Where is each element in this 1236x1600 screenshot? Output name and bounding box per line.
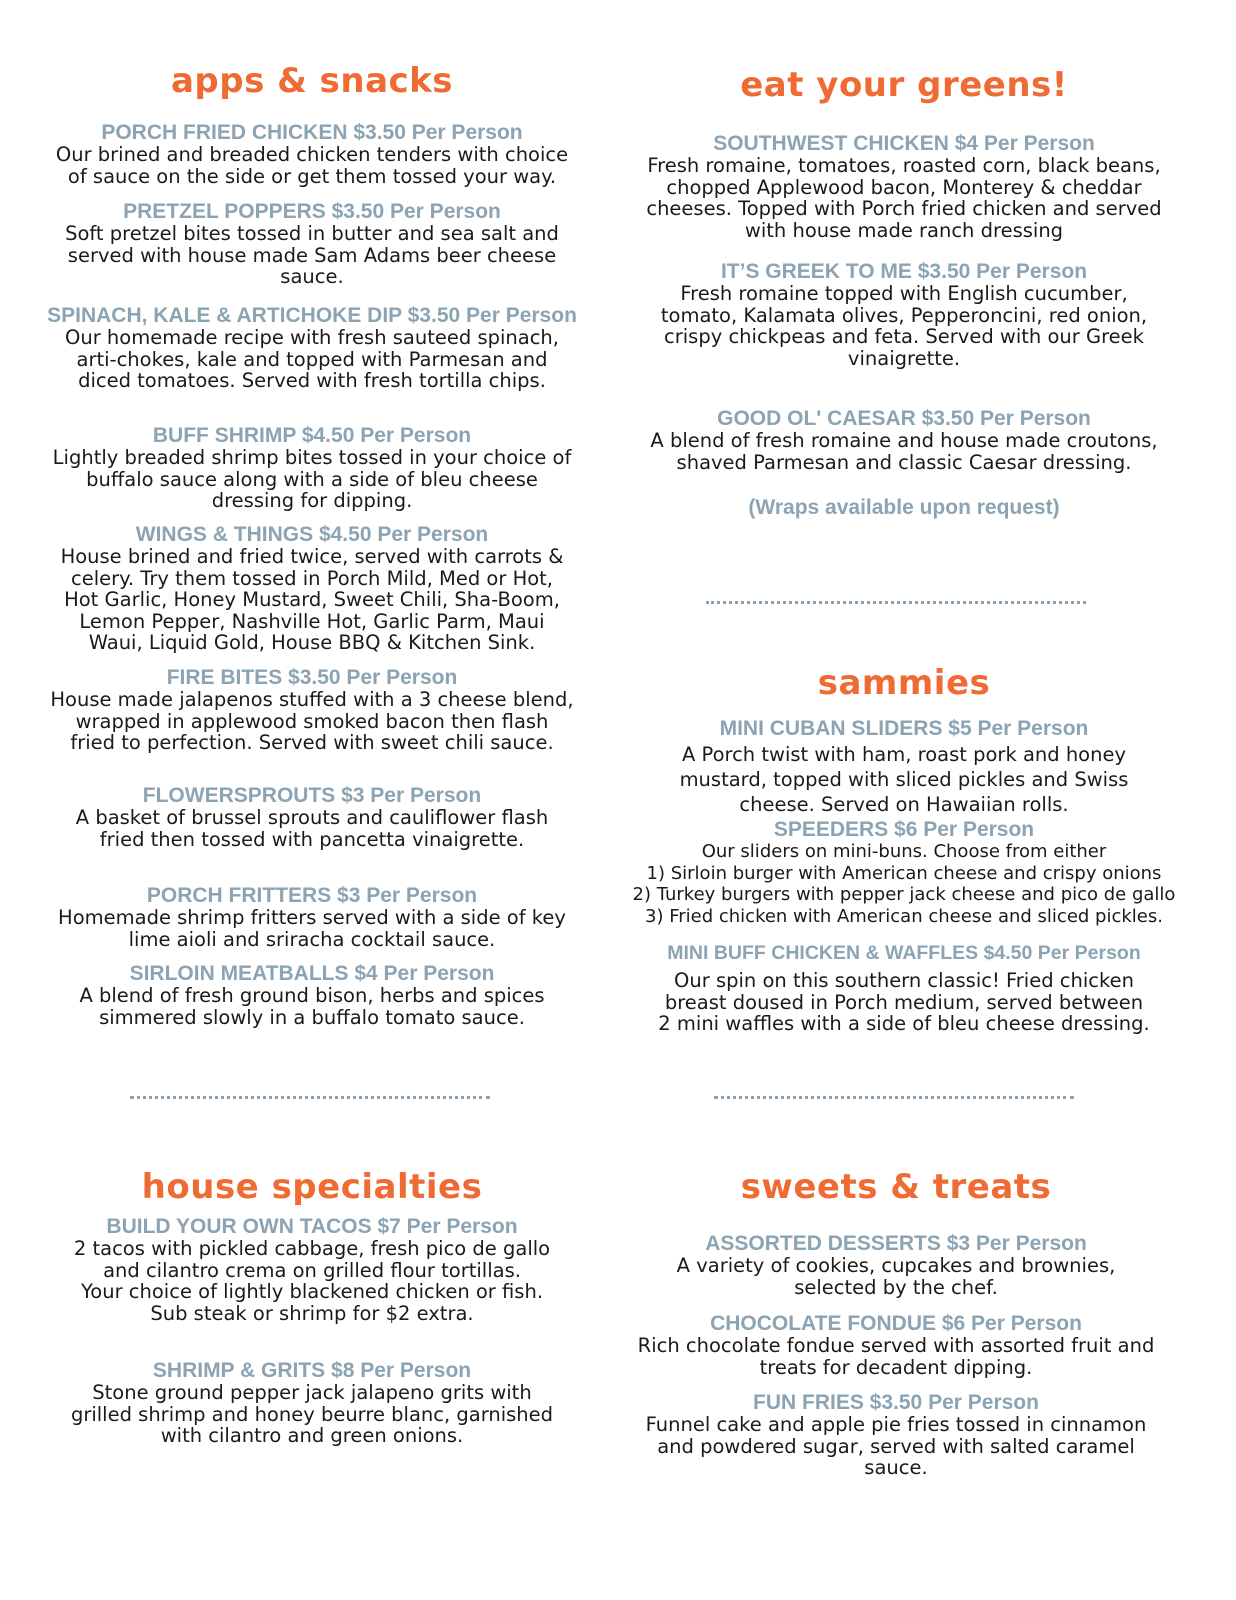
item-title: SHRIMP & GRITS $8 Per Person	[152, 1359, 472, 1382]
section-title-sweets: sweets & treats	[740, 1167, 1052, 1207]
item-title: MINI CUBAN SLIDERS $5 Per Person	[719, 717, 1089, 740]
item-description: A blend of fresh ground bison, herbs and spices simmered slowly in a buffalo tomato sauce.	[79, 984, 545, 1029]
item-description: Our sliders on mini-buns. Choose from either 1) Sirloin burger with American cheese and crispy onions 2) Turkey burgers with pepper jack cheese and pico de gallo 3) Fried chicken with American cheese and sliced pickles.	[632, 841, 1176, 927]
item-description: Our spin on this southern classic! Fried chicken breast doused in Porch medium, served between 2 mini waffles with a side of bleu cheese dressing.	[658, 969, 1150, 1035]
item-title: BUILD YOUR OWN TACOS $7 Per Person	[106, 1215, 518, 1238]
item-description: Lightly breaded shrimp bites tossed in your choice of buffalo sauce along with a side of bleu cheese dressing for dipping.	[52, 446, 572, 512]
menu-item	[606, 1233, 1186, 1298]
item-description: Fresh romaine topped with English cucumber, tomato, Kalamata olives, Pepperoncini, red onion, crispy chickpeas and feta. Served with our Greek vinaigrette.	[660, 282, 1148, 370]
item-title: SOUTHWEST CHICKEN $4 Per Person	[713, 132, 1095, 155]
item-description: Our brined and breaded chicken tenders with choice of sauce on the side or get them tossed your way.	[55, 143, 569, 188]
item-title: MINI BUFF CHICKEN & WAFFLES $4.50 Per Person	[667, 942, 1141, 964]
item-description: House made jalapenos stuffed with a 3 cheese blend, wrapped in applewood smoked bacon then flash fried to perfection. Served with sweet chili sauce.	[50, 688, 574, 754]
item-title: SPEEDERS $6 Per Person	[773, 818, 1035, 841]
item-title: FLOWERSPROUTS $3 Per Person	[142, 784, 482, 807]
item-description: A variety of cookies, cupcakes and brownies, selected by the chef.	[676, 1254, 1116, 1299]
section-title-greens: eat your greens!	[740, 65, 1068, 105]
wraps-note: (Wraps available upon request)	[748, 496, 1060, 519]
item-title: SIRLOIN MEATBALLS $4 Per Person	[129, 962, 495, 985]
item-title: WINGS & THINGS $4.50 Per Person	[135, 523, 489, 546]
item-title: BUFF SHRIMP $4.50 Per Person	[152, 424, 472, 447]
item-title: PORCH FRITTERS $3 Per Person	[146, 884, 478, 907]
item-description: Our homemade recipe with fresh sauteed spinach, arti-chokes, kale and topped with Parmesan and diced tomatoes. Served with fresh tortilla chips.	[65, 326, 559, 392]
item-title: IT’S GREEK TO ME $3.50 Per Person	[720, 260, 1088, 283]
section-title-sammies: sammies	[817, 663, 991, 703]
section-house	[22, 0, 602, 1600]
item-description: Soft pretzel bites tossed in butter and sea salt and served with house made Sam Adams beer cheese sauce.	[65, 222, 559, 288]
item-description: House brined and fried twice, served with carrots & celery. Try them tossed in Porch Mild, Med or Hot, Hot Garlic, Honey Mustard, Sweet Chili, Sha-Boom, Lemon Pepper, Nashville Hot, Garlic Parm, Maui Waui, Liquid Gold, House BBQ & Kitchen Sink.	[60, 545, 564, 654]
item-description: A Porch twist with ham, roast pork and honey mustard, topped with sliced pickles and Swiss cheese. Served on Hawaiian rolls.	[679, 743, 1129, 816]
item-description: Funnel cake and apple pie fries tossed in cinnamon and powdered sugar, served with salted caramel sauce.	[645, 1413, 1147, 1479]
section-title-apps: apps & snacks	[170, 61, 454, 101]
item-title: PORCH FRIED CHICKEN $3.50 Per Person	[101, 121, 523, 144]
menu-item	[22, 1360, 602, 1447]
item-description: A basket of brussel sprouts and cauliflower flash fried then tossed with pancetta vinaigrette.	[75, 806, 549, 851]
item-description: Stone ground pepper jack jalapeno grits with grilled shrimp and honey beurre blanc, garnished with cilantro and green onions.	[70, 1381, 554, 1447]
section-sweets	[606, 0, 1186, 1600]
item-title: GOOD OL' CAESAR $3.50 Per Person	[717, 407, 1091, 430]
item-description: Fresh romaine, tomatoes, roasted corn, black beans, chopped Applewood bacon, Monterey & cheddar cheeses. Topped with Porch fried chicken and served with house made ranch dressing	[646, 154, 1162, 242]
item-title: SPINACH, KALE & ARTICHOKE DIP $3.50 Per Person	[47, 304, 577, 327]
item-title: ASSORTED DESSERTS $3 Per Person	[705, 1232, 1087, 1255]
item-title: FUN FRIES $3.50 Per Person	[753, 1391, 1039, 1414]
menu-item	[606, 1313, 1186, 1378]
item-title: FIRE BITES $3.50 Per Person	[166, 666, 458, 689]
section-title-house: house specialties	[141, 1167, 483, 1207]
item-title: PRETZEL POPPERS $3.50 Per Person	[123, 200, 501, 223]
menu-item	[606, 1392, 1186, 1479]
item-description: Homemade shrimp fritters served with a side of key lime aioli and sriracha cocktail sauce.	[58, 906, 566, 951]
item-description: 2 tacos with pickled cabbage, fresh pico de gallo and cilantro crema on grilled flour tortillas. Your choice of lightly blackened chicken or fish. Sub steak or shrimp for $2 extra.	[73, 1237, 551, 1325]
menu-item	[22, 1216, 602, 1324]
item-description: Rich chocolate fondue served with assorted fruit and treats for decadent dipping.	[637, 1334, 1155, 1379]
item-title: CHOCOLATE FONDUE $6 Per Person	[710, 1312, 1082, 1335]
item-description: A blend of fresh romaine and house made croutons, shaved Parmesan and classic Caesar dressing.	[650, 429, 1158, 474]
